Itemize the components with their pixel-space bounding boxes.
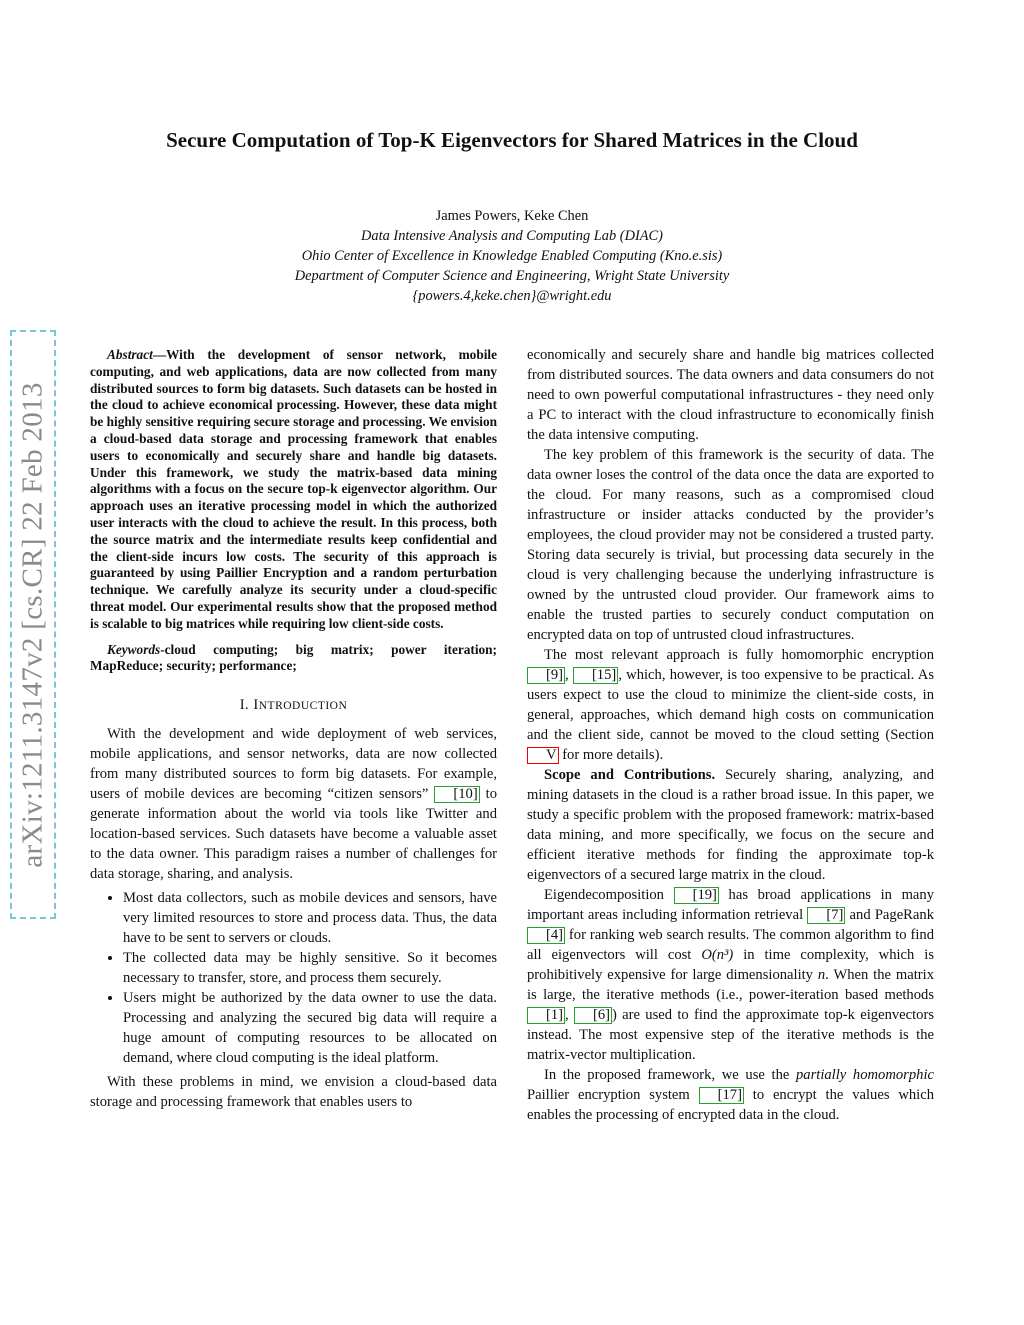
body-paragraph (527, 645, 934, 765)
text-run: to generate information about the world via tools like Twitter and location-based services. Such datasets have become a valuable asset to the data owner. This paradigm raises a number of challenges for data storage, sharing, and analysis. (90, 786, 498, 883)
affiliation-department: Department of Computer Science and Engineering, Wright State University (294, 268, 730, 284)
body-paragraph: The key problem of this framework is the security of data. The data owner loses the control of the data once the data are exported to the cloud. For many reasons, such as a compromised cloud infrastructure or insider attacks conducted by the provider’s employees, the cloud provider may not be considered a trusted party. Storing data securely is trivial, but processing data securely in the cloud is very challenging because the underlying infrastructure is owned by the untrusted cloud provider. Our framework aims to enable the trusted parties to securely conduct computation on encrypted data on top of untrusted cloud infrastructures. (527, 447, 934, 643)
text-run: . When the matrix is large, the iterative methods (i.e., power-iteration based methods (527, 967, 934, 1003)
text-run: Eigendecomposition (544, 887, 674, 903)
arxiv-identifier: arXiv:1211.3147v2 [cs.CR] 22 Feb 2013 (16, 381, 49, 868)
keywords-text: -cloud computing; big matrix; power iteration; MapReduce; security; performance; (90, 641, 497, 674)
section-heading-introduction (90, 695, 497, 716)
list-item: • The collected data may be highly sensitive. So it becomes necessary to transfer, store, and process them securely. (123, 948, 497, 988)
text-run: In the proposed framework, we use the (544, 1067, 796, 1083)
citation-link[interactable]: [15] (573, 667, 618, 684)
list-item: • Most data collectors, such as mobile devices and sensors, have very limited resources to store and process data. Thus, the data have to be sent to servers or clouds. (123, 888, 497, 948)
section-heading-initial: I (253, 697, 259, 714)
text-run: and PageRank (845, 907, 934, 923)
text-run: , which, however, is too expensive to be practical. As users expect to use the cloud to minimize the client-side costs, in general, approaches, which demand high costs on communication and the client side, cannot be moved to the cloud setting (Section (527, 667, 934, 743)
body-paragraph (527, 885, 934, 1065)
citation-link[interactable]: [17] (699, 1087, 744, 1104)
section-heading-rest: NTRODUCTION (258, 700, 348, 713)
text-run: Securely sharing, analyzing, and mining datasets in the cloud is a rather broad issue. In this paper, we study a specific problem with the proposed framework: matrix-based data mining, and more specifically, we focus on the secure and efficient iterative methods for finding the approximate top-k eigenvectors of a secured large matrix in the cloud. (527, 767, 934, 883)
text-run: With the development and wide deployment of web services, mobile applications, and sensor networks, data are now collected from many distributed sources to form big datasets. For example, users of mobile devices are becoming “citizen sensors” (90, 726, 497, 803)
text-run: has broad applications in many important areas including information retrieval (527, 887, 934, 923)
abstract (90, 347, 497, 633)
text-run: for ranking web search results. The common algorithm to find all eigenvectors will cost (527, 927, 934, 963)
text-run: ) are used to find the approximate top-k eigenvectors instead. The most expensive step of the iterative methods is the matrix-vector multiplication. (527, 1007, 935, 1063)
intro-paragraph-2: With these problems in mind, we envision a cloud-based data storage and processing framework that enables users to (90, 1074, 497, 1111)
text-run: , (565, 667, 573, 683)
text-run: for more details). (558, 747, 664, 763)
text-run: , (565, 1007, 574, 1023)
abstract-text: —With the development of sensor network, mobile computing, and web applications, data are now collected from many distributed sources to form big datasets. Such datasets can be hosted in the cloud to achieve economical processing. However, these data might be highly sensitive requiring secure storage and processing. We envision a cloud-based data storage and processing framework that enables users to economically and securely share and handle big datasets. Under this framework, we study the matrix-based data mining algorithms with a focus on the secure top-k eigenvector algorithm. Our approach uses an iterative processing model in which the authorized user interacts with the cloud to achieve the result. In this process, both the source matrix and the intermediate results keep confidential and the client-side incurs low costs. The security of this approach is guaranteed by using Paillier Encryption and a random perturbation technique. We carefully analyze its security under a cloud-specific threat model. Our experimental results show that the proposed method is scalable to big matrices while requiring low client-side costs. (90, 347, 497, 631)
author-emails: {powers.4,keke.chen}@wright.edu (412, 288, 612, 304)
math-expression: O(n³) (701, 947, 734, 963)
citation-link[interactable]: [6] (574, 1007, 612, 1024)
text-run: to encrypt the values which enables the processing of encrypted data in the cloud. (527, 1087, 934, 1123)
citation-link[interactable]: [4] (527, 927, 565, 944)
paragraph-heading: Scope and Contributions. (544, 767, 716, 783)
list-item: • Users might be authorized by the data owner to use the data. Processing and analyzing the secured big data will require a huge amount of computing resources to be allocated on demand, where cloud computing is the ideal platform. (123, 988, 497, 1068)
keywords (90, 642, 497, 676)
body-paragraph (527, 1065, 934, 1125)
text-run: The most relevant approach is fully homomorphic encryption (544, 647, 934, 663)
authors: James Powers, Keke Chen (435, 208, 589, 224)
affiliation-center: Ohio Center of Excellence in Knowledge Enabled Computing (Kno.e.sis) (301, 248, 723, 264)
body-paragraph (527, 765, 934, 885)
text-run: in time complexity, which is prohibitively expensive for large dimensionality (527, 947, 934, 983)
keywords-label: Keywords (107, 641, 161, 657)
citation-link[interactable]: [1] (527, 1007, 565, 1024)
citation-link[interactable]: [7] (807, 907, 845, 924)
emphasis: partially homomorphic (796, 1067, 934, 1083)
text-run: Paillier encryption system (527, 1087, 699, 1103)
paper-title: Secure Computation of Top-K Eigenvectors for Shared Matrices in the Cloud (166, 128, 858, 152)
left-column (90, 347, 497, 1112)
section-numeral: I. (239, 697, 254, 714)
citation-link[interactable]: [10] (434, 786, 479, 803)
body-paragraph: economically and securely share and handle big matrices collected from distributed sources. The data owners and data consumers do not need to own powerful computational infrastructures - they need only a PC to interact with the cloud infrastructure to economically finish the data intensive computing. (527, 347, 934, 443)
math-variable: n (817, 967, 826, 983)
citation-link[interactable]: [9] (527, 667, 565, 684)
abstract-label: Abstract (107, 347, 153, 362)
intro-paragraph-1 (90, 724, 497, 884)
arxiv-stamp (10, 330, 56, 919)
citation-link[interactable]: [19] (674, 887, 719, 904)
section-reference-link[interactable]: V (527, 747, 559, 764)
affiliation-lab: Data Intensive Analysis and Computing Lab (DIAC) (361, 228, 663, 244)
challenge-list (90, 888, 497, 1068)
right-column (527, 345, 934, 1125)
